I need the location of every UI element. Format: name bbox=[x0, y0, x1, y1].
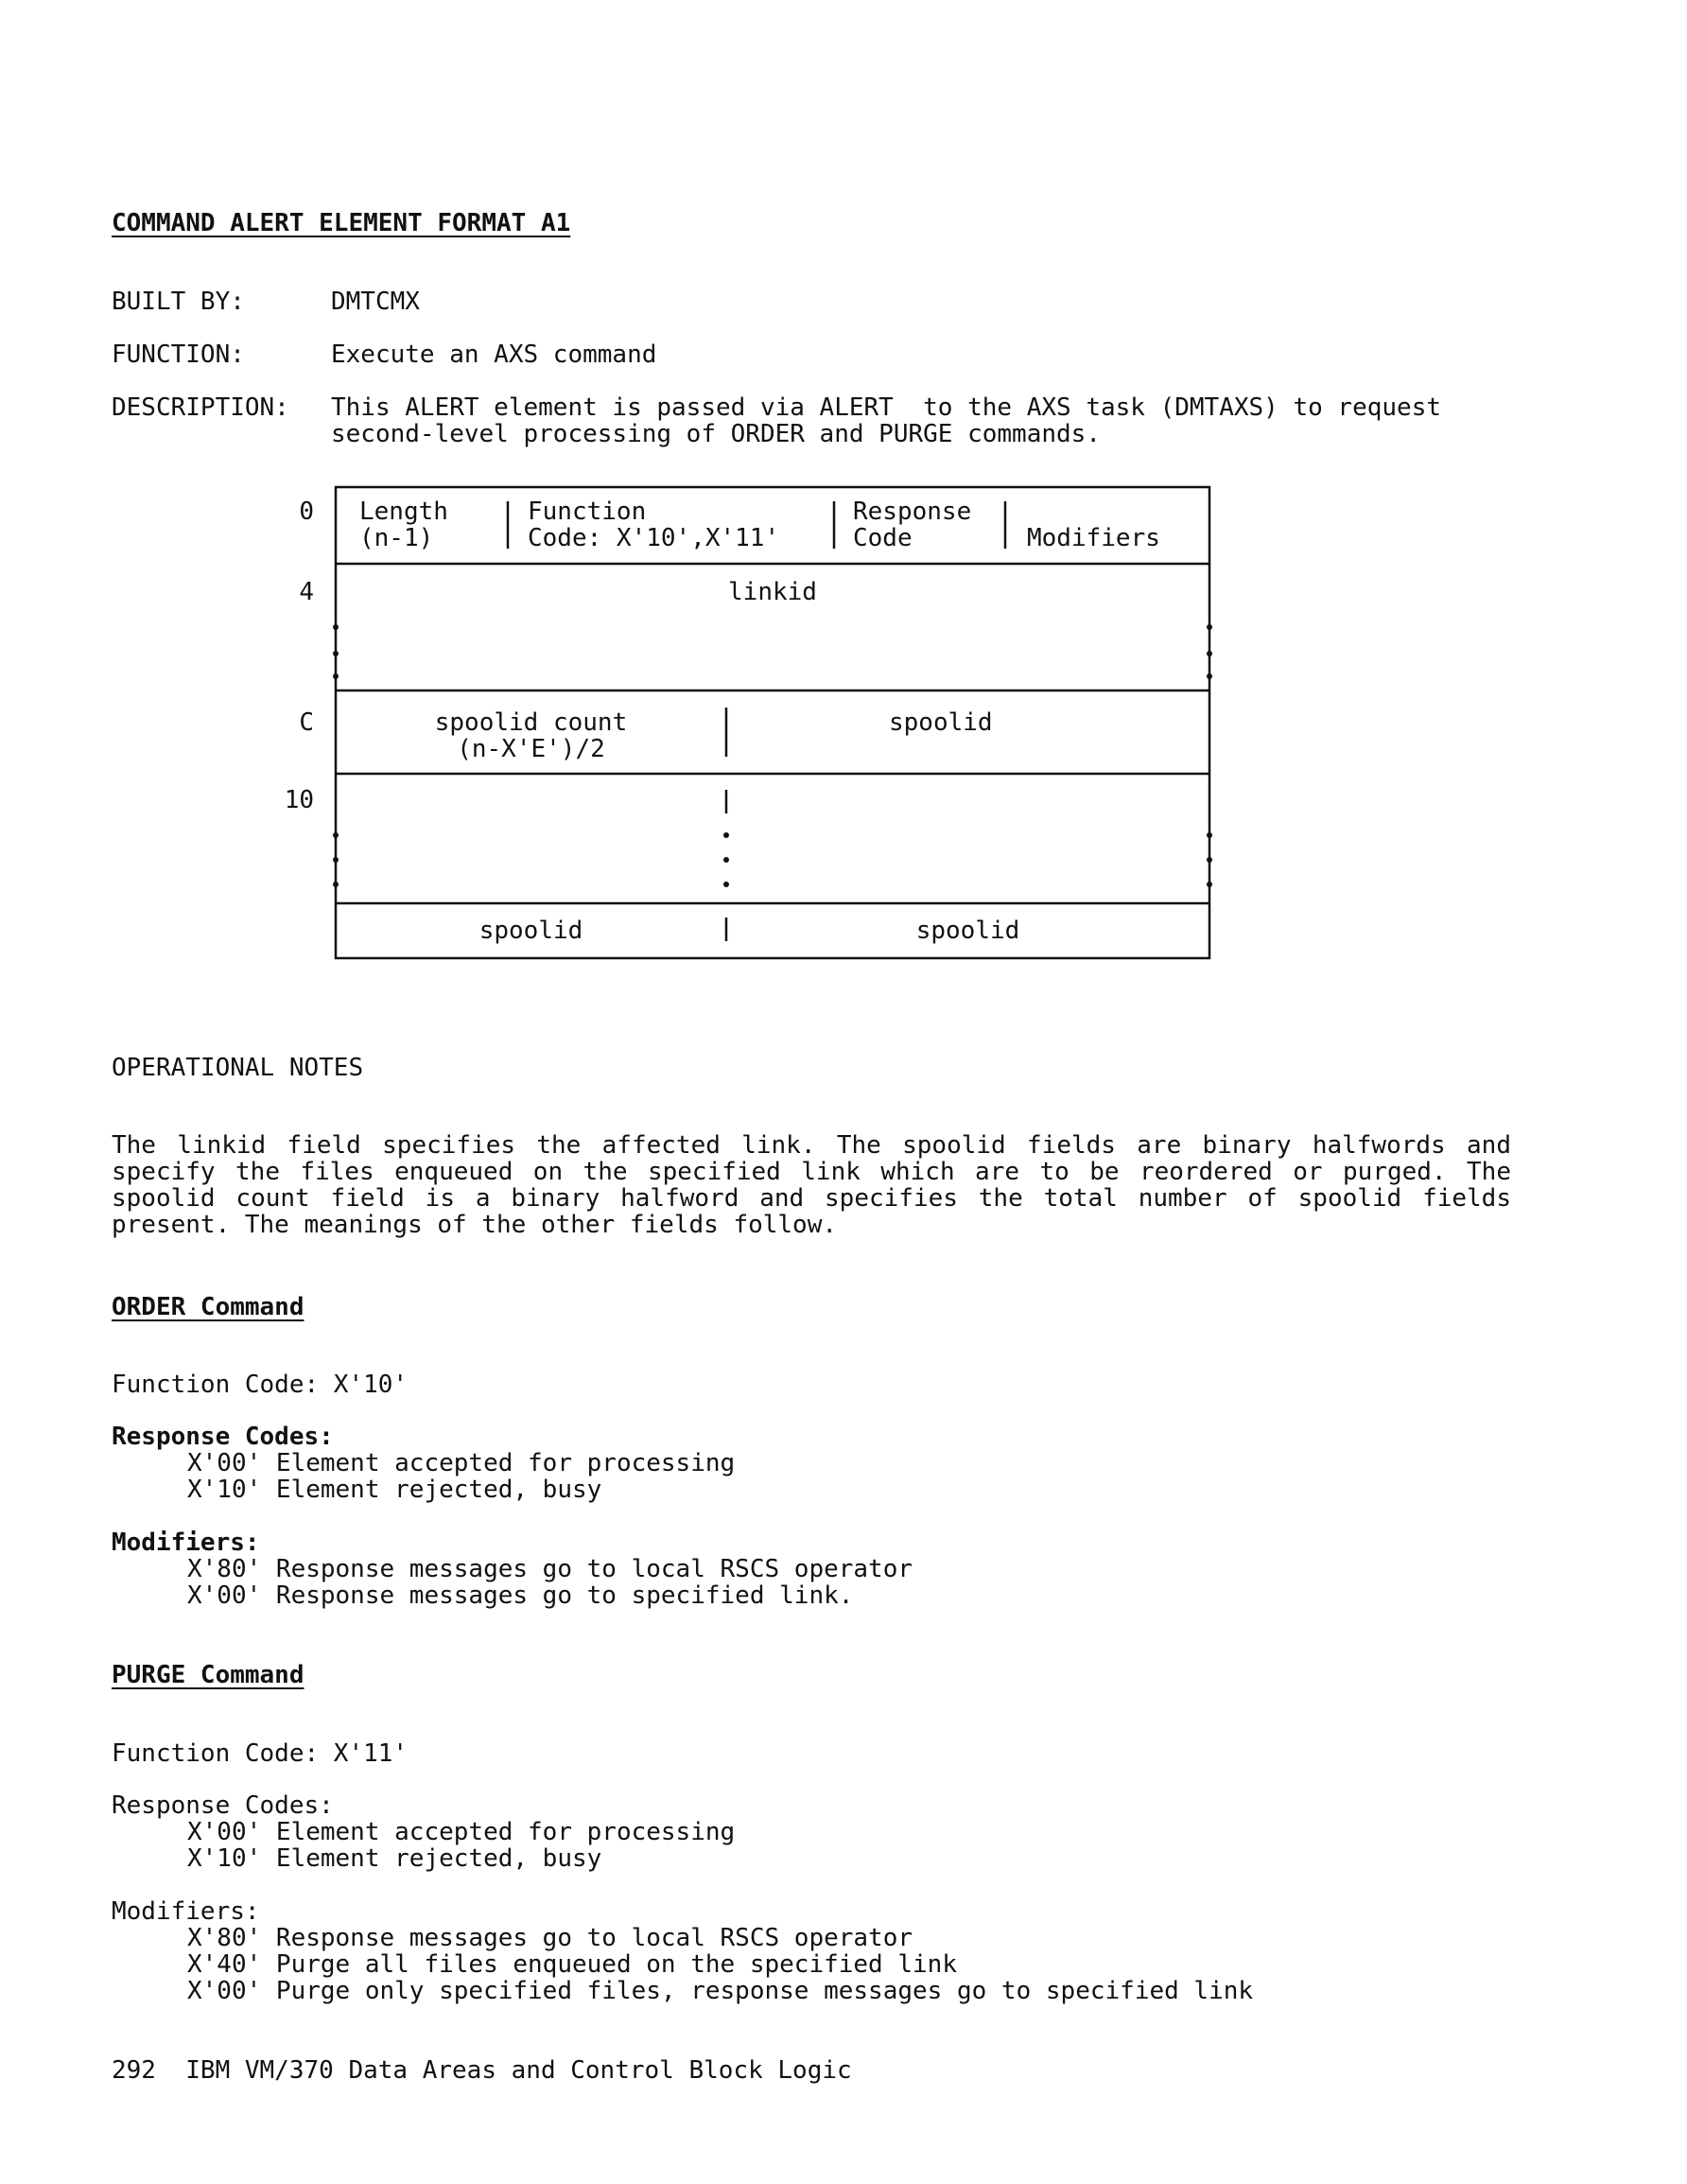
continuation-dot bbox=[723, 882, 729, 887]
field-response-code: Response Code bbox=[853, 498, 972, 552]
field-linkid: linkid bbox=[728, 578, 817, 606]
offset-10: 10 bbox=[284, 786, 314, 814]
built-by-value: DMTCMX bbox=[331, 288, 420, 316]
offset-4: 4 bbox=[299, 578, 314, 606]
continuation-dot bbox=[723, 857, 729, 863]
field-spoolid: spoolid bbox=[915, 917, 1020, 945]
purge-response-item: X'00' Element accepted for processing bbox=[187, 1818, 736, 1846]
order-function-code: Function Code: X'10' bbox=[112, 1371, 409, 1399]
continuation-dot bbox=[1207, 857, 1212, 863]
continuation-dot bbox=[1207, 882, 1212, 887]
continuation-dot bbox=[333, 857, 339, 863]
order-response-item: X'10' Element rejected, busy bbox=[187, 1476, 602, 1504]
offset-0: 0 bbox=[299, 498, 314, 526]
order-command-heading: ORDER Command bbox=[112, 1293, 304, 1321]
continuation-dot bbox=[1207, 673, 1212, 679]
purge-modifier-item: X'00' Purge only specified files, response messages go to specified link bbox=[187, 1977, 1254, 2005]
operational-notes-heading: OPERATIONAL NOTES bbox=[112, 1054, 364, 1082]
purge-modifiers-label: Modifiers: bbox=[112, 1897, 260, 1926]
operational-notes-paragraph: The linkid field specifies the affected link. The spoolid fields are binary halfwords and specify the files enqueued on the specified link which are to be reordered or purged. The spoolid count field is a binary halfword and specifies the total number of spoolid fields present. The meanings of the other fields follow. bbox=[112, 1131, 1511, 1239]
continuation-dot bbox=[723, 832, 729, 838]
description-line-2: second-level processing of ORDER and PURGE commands. bbox=[331, 420, 1101, 448]
purge-modifier-item: X'80' Response messages go to local RSCS operator bbox=[187, 1924, 913, 1952]
field-spoolid: spoolid bbox=[889, 708, 993, 737]
page-title: COMMAND ALERT ELEMENT FORMAT A1 bbox=[112, 209, 571, 237]
function-value: Execute an AXS command bbox=[331, 341, 657, 369]
description-label: DESCRIPTION: bbox=[112, 393, 289, 422]
purge-modifier-item: X'40' Purge all files enqueued on the specified link bbox=[187, 1950, 957, 1979]
field-spoolid: spoolid bbox=[478, 917, 583, 945]
field-modifiers: Modifiers bbox=[1027, 524, 1160, 552]
continuation-dot bbox=[333, 882, 339, 887]
continuation-dot bbox=[1207, 624, 1212, 630]
continuation-dot bbox=[1207, 651, 1212, 656]
continuation-dot bbox=[1207, 832, 1212, 838]
purge-response-item: X'10' Element rejected, busy bbox=[187, 1844, 602, 1873]
purge-response-label: Response Codes: bbox=[112, 1791, 334, 1820]
continuation-dot bbox=[333, 651, 339, 656]
field-function-code: Function Code: X'10',X'11' bbox=[528, 498, 780, 552]
order-response-label: Response Codes: bbox=[112, 1423, 334, 1451]
description-line-1: This ALERT element is passed via ALERT to the AXS task (DMTAXS) to request bbox=[331, 393, 1441, 422]
continuation-dot bbox=[333, 624, 339, 630]
offset-c: C bbox=[299, 708, 314, 737]
order-modifiers-label: Modifiers: bbox=[112, 1529, 260, 1557]
order-modifier-item: X'80' Response messages go to local RSCS operator bbox=[187, 1555, 913, 1583]
order-modifier-item: X'00' Response messages go to specified link. bbox=[187, 1581, 854, 1610]
continuation-dot bbox=[333, 832, 339, 838]
field-length: Length (n-1) bbox=[359, 498, 448, 552]
continuation-dot bbox=[333, 673, 339, 679]
purge-function-code: Function Code: X'11' bbox=[112, 1739, 409, 1768]
purge-command-heading: PURGE Command bbox=[112, 1661, 304, 1689]
field-spoolid-count: spoolid count (n-X'E')/2 bbox=[434, 708, 628, 763]
order-response-item: X'00' Element accepted for processing bbox=[187, 1449, 736, 1477]
function-label: FUNCTION: bbox=[112, 341, 245, 369]
built-by-label: BUILT BY: bbox=[112, 288, 245, 316]
page-footer: 292 IBM VM/370 Data Areas and Control Block Logic bbox=[112, 2056, 852, 2085]
